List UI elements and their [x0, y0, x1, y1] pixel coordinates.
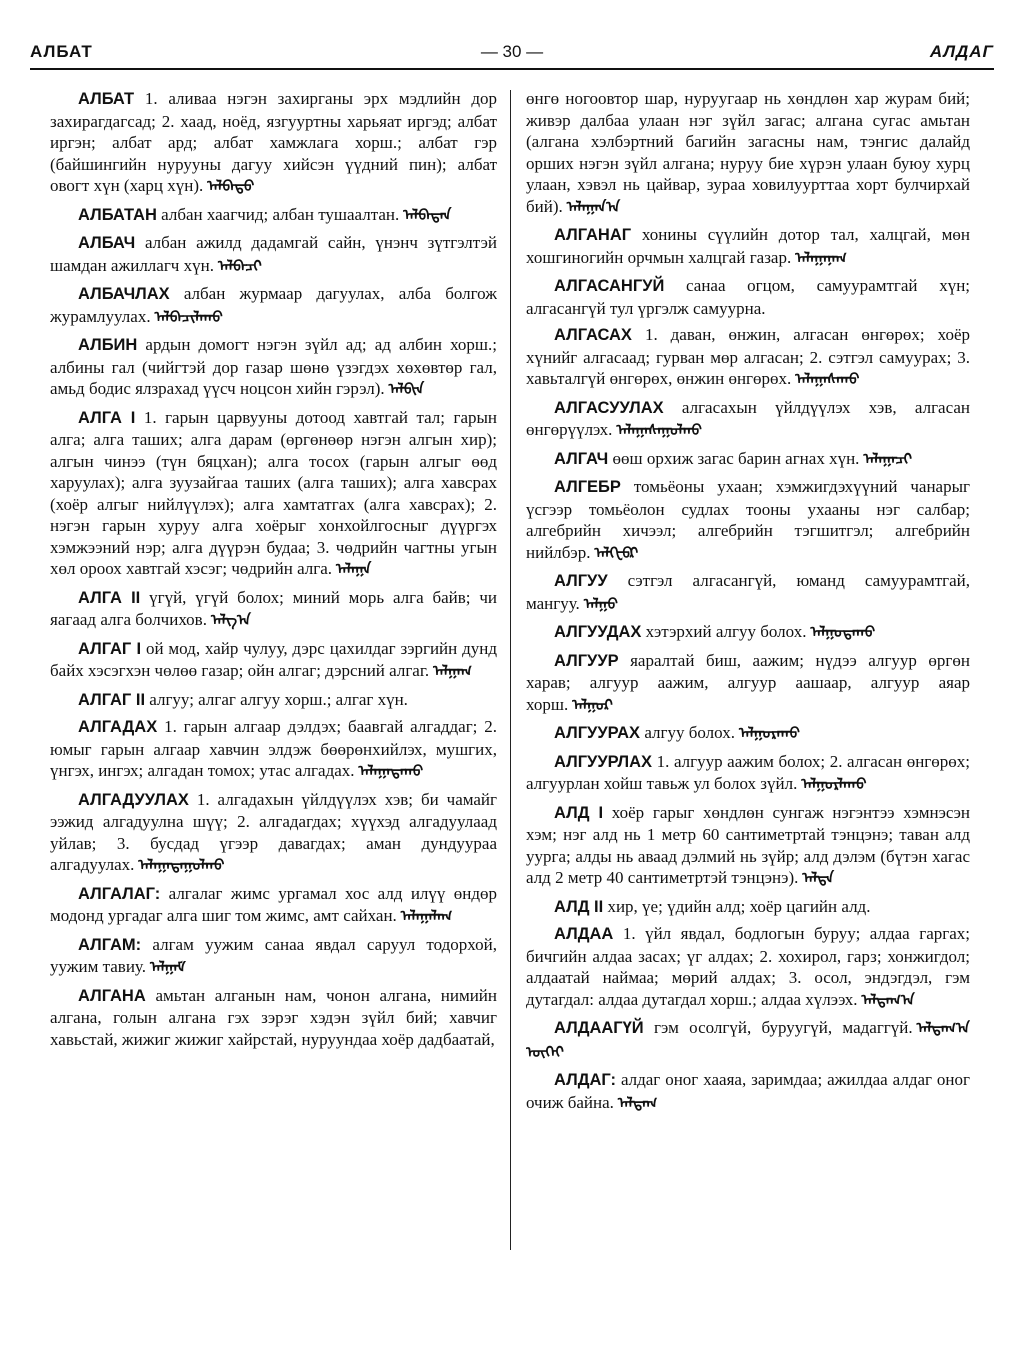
- entry-definition: алдаг оног хааяа, заримдаа; ажилдаа алдаг оног очиж байна.: [526, 1070, 970, 1112]
- entry-definition: хоёр гарыг хөндлөн сунгаж нэгэнтээ хэмнэсэн хэм; нэг алд нь 1 метр 60 сантиметртай тэнцэнэ; таван алд уурга; алды нь аваад дэлмий нь зүйр; алд дэлэм (бүтэн хагас алд 2 метр 40 сантиметртэй тэнцэнэ).: [526, 802, 970, 887]
- entry-definition: гэм осолгүй, буруугүй, мадаггүй.: [653, 1018, 913, 1037]
- dictionary-entry: [50, 934, 497, 980]
- page-header: [30, 38, 994, 70]
- mongolian-script-form: ᠠᠯᠭᠤᠷ: [572, 697, 613, 714]
- mongolian-script-form: ᠠᠯᠪᠢᠨ: [388, 382, 425, 398]
- mongolian-script-form: ᠠᠯᠪᠠᠴᠢ: [217, 258, 262, 275]
- entry-headword: АЛГАГ I: [78, 639, 142, 658]
- mongolian-script-form: ᠠᠯᠳᠠ: [802, 871, 835, 887]
- entry-definition: хэтэрхий алгуу болох.: [645, 622, 807, 641]
- entry-definition: үгүй, үгүй болох; миний морь алга байв; чи яагаад алга болчихов.: [50, 587, 497, 629]
- dictionary-entry: [526, 1017, 970, 1064]
- dictionary-entry: [526, 650, 970, 718]
- left-column: [50, 88, 497, 1258]
- mongolian-script-form: ᠠᠯᠪᠠᠴᠢᠯᠠᠬᠤ: [154, 309, 223, 326]
- entry-headword: АЛБАЧЛАХ: [78, 285, 170, 303]
- entry-definition: 1. даван, өнжин, алгасан өнгөрөх; хоёр хүнийг алгасаад; гурван мөр алгасан; 2. сэтгэл самуурах; 3. хавьталгүй өнгөрөх, өнжин өнгөрөх.: [526, 325, 970, 388]
- running-head-right: АЛДАГ: [929, 42, 994, 61]
- mongolian-script-form: ᠠᠯᠭᠧᠪᠷ: [594, 545, 639, 562]
- entry-headword: АЛДАА: [554, 925, 614, 943]
- dictionary-entry: [50, 883, 497, 929]
- dictionary-entry: [50, 587, 497, 633]
- entry-headword: АЛГА I: [78, 408, 136, 427]
- entry-definition: сэтгэл алгасангүй, юманд самуурамтгай, мангуу.: [526, 571, 970, 613]
- dictionary-entry: [526, 570, 970, 616]
- dictionary-entry: [526, 397, 970, 443]
- entry-headword: АЛБАТАН: [78, 205, 157, 224]
- mongolian-script-form: ᠠᠯᠠᠭᠠᠳᠠᠬᠤ: [358, 764, 424, 780]
- mongolian-script-form: ᠠᠯᠳᠠᠭ᠎ᠠ ᠦᠭᠡᠢ: [526, 1021, 970, 1061]
- dictionary-entry: [526, 751, 970, 797]
- dictionary-entry: [526, 476, 970, 565]
- dictionary-entry: [50, 716, 497, 784]
- mongolian-script-form: ᠠᠯᠭᠤᠷᠯᠠᠬᠤ: [801, 777, 867, 793]
- entry-headword: АЛБИН: [78, 336, 138, 354]
- entry-definition: албан ажилд дадамгай сайн, үнэнч зүтгэлтэй шамдан ажиллагч хүн.: [50, 233, 497, 275]
- mongolian-script-form: ᠠᠯᠭᠤᠳᠠᠬᠤ: [810, 625, 876, 641]
- mongolian-script-form: ᠠᠯᠭᠤᠷᠠᠬᠤ: [738, 726, 800, 742]
- dictionary-entry: [50, 204, 497, 228]
- dictionary-entry: [50, 689, 497, 712]
- dictionary-entry: [50, 88, 497, 199]
- entry-definition: яаралтай биш, аажим; нүдээ алгуур өргөн харав; алгуур аажим, алгуур аашаар, алгуур аяар хорш.: [526, 650, 970, 714]
- dictionary-entry: [50, 407, 497, 582]
- column-divider: [510, 90, 511, 1250]
- dictionary-entry: [526, 802, 970, 891]
- entry-headword: АЛГАДУУЛАХ: [78, 790, 189, 809]
- mongolian-script-form: ᠠᠯᠠᠭᠠᠨ᠎ᠠ: [566, 199, 621, 216]
- dictionary-entry: [526, 448, 970, 472]
- dictionary-entry: [526, 1069, 970, 1115]
- entry-headword: АЛГАНАГ: [554, 226, 632, 244]
- mongolian-script-form: ᠠᠯᠠᠭᠠᠴᠢ: [863, 451, 912, 468]
- entry-definition: ой мод, хайр чулуу, дэрс цахилдаг зэргийн дунд байх хэсэгхэн чөлөө газар; ойн алгаг; дэрсний алгаг.: [50, 638, 497, 680]
- dictionary-entry: [50, 789, 497, 878]
- entry-definition: 1. үйл явдал, бодлогын буруу; алдаа гаргах; бичгийн алдаа засах; үг алдах; 2. хохирол, гарз; хонжигдол; алдаатай наймаа; мөрий алдах; 3. осол, эндэгдэл, гэм дутагдал: алдаа дутагдал хорш.; алдаа хүлээх.: [526, 924, 970, 1009]
- entry-definition: санаа огцом, самуурамтгай хүн; алгасангүй тул үргэлж самуурна.: [526, 276, 970, 318]
- mongolian-script-form: ᠠᠯᠭᠠᠮ: [149, 960, 186, 976]
- mongolian-script-form: ᠠᠯᠠᠭᠠᠰᠠᠬᠤ: [795, 372, 860, 388]
- mongolian-script-form: ᠠᠯᠪᠠᠲᠤ: [207, 179, 255, 195]
- entry-headword: АЛГАМ:: [78, 935, 142, 954]
- dictionary-entry: [526, 722, 970, 746]
- mongolian-script-form: ᠠᠯᠪᠠᠲᠠᠨ: [403, 207, 452, 224]
- dictionary-entry: [526, 896, 970, 919]
- entry-definition: өнгө ногоовтор шар, нуруугаар нь хөндлөн хар журам бий; живэр далбаа улаан нэг зүйл загас; алгана сугас амьтан (алгана хэлбэртний багийн загасны нам, тэнгис далайд орших нэгэн зүйл алгана; нуруу бие хүрэн улаан буюу хурц улаан, хэвэл нь цайвар, зураа ховилуурттаа хорт булчирхай бий).: [526, 89, 970, 216]
- entry-headword: АЛДААГҮЙ: [554, 1019, 644, 1037]
- mongolian-script-form: ᠠᠯᠠᠭᠠ: [336, 562, 372, 578]
- running-head-left: АЛБАТ: [30, 42, 93, 61]
- mongolian-script-form: ᠠᠯᠭ᠎ᠠ: [210, 613, 251, 629]
- entry-headword: АЛД II: [554, 897, 604, 916]
- entry-headword: АЛГЕБР: [554, 478, 621, 496]
- dictionary-entry: [50, 232, 497, 278]
- dictionary-entry: [50, 283, 497, 329]
- entry-headword: АЛГАСАХ: [554, 326, 632, 344]
- entry-headword: АЛБАТ: [78, 90, 135, 108]
- entry-headword: АЛД I: [554, 803, 604, 822]
- entry-definition: амьтан алганын нам, чонон алгана, нимийн алгана, голын алгана гэх зэрэг хэдэн зүйл бий; хавчиг хавьстай, жижиг жижиг хайрстай, нуруундаа хоёр дадбаатай,: [50, 985, 497, 1049]
- entry-definition: албан хаагчид; албан тушаалтан.: [161, 204, 400, 224]
- right-column: [526, 88, 970, 1258]
- mongolian-script-form: ᠠᠯᠭᠠᠭ: [433, 664, 472, 680]
- page-number: — 30 —: [480, 42, 544, 61]
- entry-headword: АЛГУУДАХ: [554, 623, 642, 641]
- dictionary-entry: [526, 923, 970, 1012]
- dictionary-entry: [526, 621, 970, 645]
- entry-definition: алгалаг жимс ургамал хос алд илүү өндөр модонд ургадаг алга шиг том жимс, амт сайхан.: [50, 883, 497, 925]
- entry-headword: АЛГАГ II: [78, 690, 146, 709]
- mongolian-script-form: ᠠᠯᠳᠠᠭ᠎ᠠ: [861, 992, 915, 1009]
- entry-definition: хонины сүүлийн дотор тал, халцгай, мөн хошгиногийн орчмын халцгай газар.: [526, 225, 970, 267]
- entry-definition: алгуу болох.: [644, 723, 735, 742]
- dictionary-entry: [526, 275, 970, 319]
- entry-definition: 1. гарын алгаар дэлдэх; баавгай алгаддаг; 2. юмыг гарын алгаар хавчин элдэж бөөрөнхийлэх, мушгих, үнгэх, ингэх; алгадан томох; утас алгадах.: [50, 717, 497, 780]
- entry-definition: хир, үе; үдийн алд; хоёр цагийн алд.: [607, 896, 871, 916]
- dictionary-entry: [50, 985, 497, 1051]
- mongolian-script-form: ᠠᠯᠳᠠᠭ: [617, 1095, 658, 1112]
- entry-headword: АЛГУУР: [554, 651, 619, 670]
- entry-headword: АЛДАГ:: [554, 1071, 616, 1089]
- entry-headword: АЛБАЧ: [78, 234, 136, 252]
- dictionary-entry: [526, 224, 970, 270]
- entry-definition: 1. гарын царвууны дотоод хавтгай тал; гарын алга; алга таших; алга дарам (өргөнөөр нэгэн алгын хир); алгын чинээ (түн бяцхан); алга тосох (гарын алгыг өөд харуулах); алга зуузайгаа таших (алга таших); алга хавсрах (хоёр алгыг нийлүүлэх); алга хамтатгах (алга хавсрах); 2. нэгэн гарын хуруу алга хоёрыг хонхойлгосныг дүүргэх хэмжээний нэр; алга дүүрэн будаа; 3. чөдрийн чагтны угын хөл ороох хавтгай хэсэг; чөдрийн алга.: [50, 407, 497, 578]
- entry-headword: АЛГУУРАХ: [554, 724, 641, 742]
- entry-headword: АЛГУУ: [554, 572, 608, 590]
- mongolian-script-form: ᠠᠯᠠᠭᠠᠯᠠᠭ: [400, 909, 453, 925]
- entry-definition: 1. аливаа нэгэн захирганы эрх мэдлийн дор захирагдагсад; 2. хаад, ноёд, язгууртны харьяат иргэд; албат иргэн; албат ард; албат хамжлага хорш.; албат гэр (байшингийн нурууны дагуу хийсэн үүдний пин); албат овогт хүн (харц хүн).: [50, 89, 497, 195]
- entry-definition: томьёоны ухаан; хэмжигдэхүүний чанарыг үсгээр томьёолон судлах тооны ухааны нэг салбар; алгебрийн хичээл; алгебрийн тэгшитгэл; алгебрийн нийлбэр.: [526, 477, 970, 562]
- dictionary-entry: [50, 334, 497, 402]
- entry-definition: 1. алгуур аажим болох; 2. алгасан өнгөрөх; алгуурлан хойш тавьж ул болох зүйл.: [526, 751, 970, 793]
- mongolian-script-form: ᠠᠯᠭᠤ: [583, 596, 618, 613]
- entry-headword: АЛГУУРЛАХ: [554, 752, 653, 771]
- dictionary-entry: [526, 324, 970, 392]
- entry-definition: алгасахын үйлдүүлэх хэв, алгасан өнгөрүүлэх.: [526, 397, 970, 439]
- entry-headword: АЛГАСАНГУЙ: [554, 277, 665, 295]
- entry-headword: АЛГАДАХ: [78, 718, 158, 736]
- entry-definition: алгам уужим санаа явдал саруул тодорхой, уужим тавиу.: [50, 934, 497, 976]
- dictionary-entry: [50, 638, 497, 684]
- entry-definition: алгуу; алгаг алгуу хорш.; алгаг хүн.: [149, 689, 408, 709]
- entry-headword: АЛГАЧ: [554, 449, 609, 468]
- entry-definition: өөш орхиж загас барин агнах хүн.: [612, 448, 860, 468]
- entry-definition: албан журмаар дагуулах, алба болгож журамлуулах.: [50, 284, 497, 326]
- entry-headword: АЛГАЛАГ:: [78, 884, 161, 903]
- mongolian-script-form: ᠠᠯᠠᠭᠠᠳᠠᠭᠤᠯᠬᠤ: [138, 858, 225, 874]
- entry-headword: АЛГАСУУЛАХ: [554, 398, 664, 417]
- dictionary-entry: [526, 88, 970, 219]
- entry-headword: АЛГАНА: [78, 986, 146, 1005]
- entry-definition: 1. алгадахын үйлдүүлэх хэв; би чамайг ээжид алгадуулна шүү; 2. алгадагдах; хүүхэд алгадуулаад уйлав; 3. бусдад үгээр давагдах; аман дундуураа алгадуулах.: [50, 789, 497, 874]
- mongolian-script-form: ᠠᠯᠠᠭᠠᠰᠠᠭᠤᠯᠬᠤ: [616, 423, 702, 439]
- entry-headword: АЛГА II: [78, 588, 141, 607]
- mongolian-script-form: ᠠᠯᠠᠭᠠᠨᠠᠭ: [795, 250, 847, 267]
- entry-definition: ардын домогт нэгэн зүйл ад; ад албин хорш.; албины гал (чийгтэй дор газар шөнө үзэгдэх хөхөвтөр гал, амьд бодис ялзрахад үүсч ноцсон хийн гэрэл).: [50, 335, 497, 398]
